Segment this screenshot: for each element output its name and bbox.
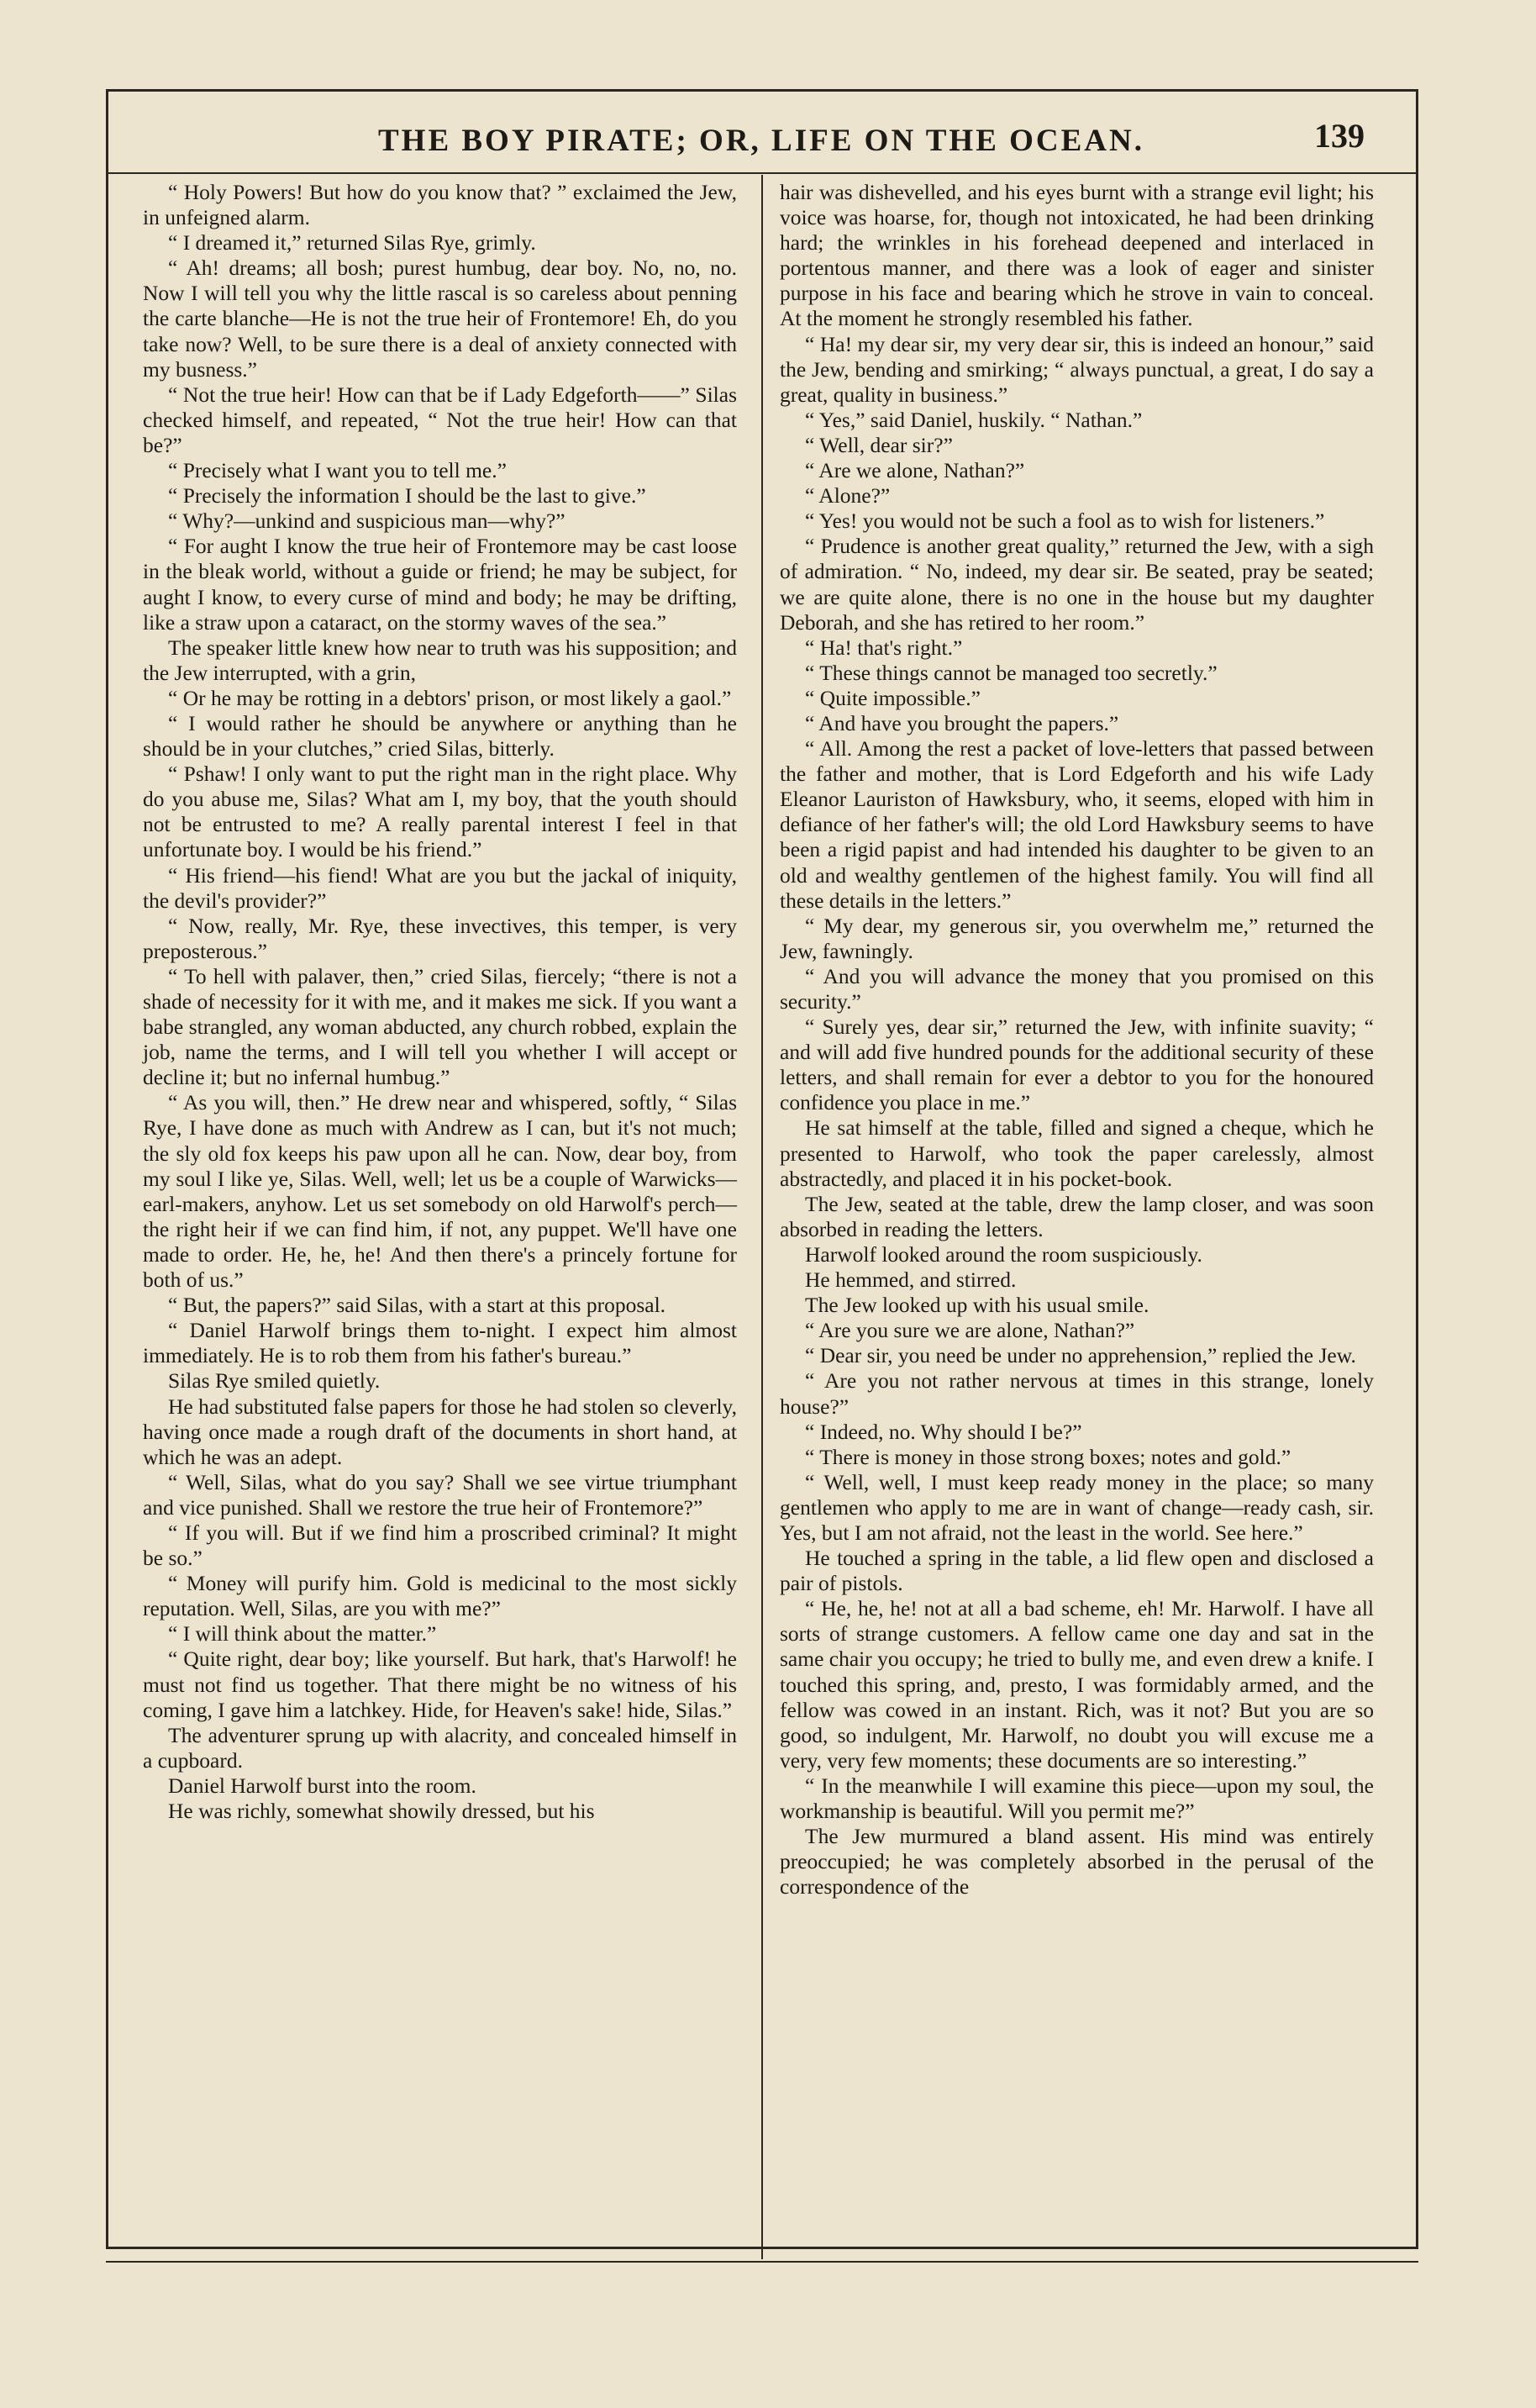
page-header — [108, 109, 1415, 168]
paragraph: “ For aught I know the true heir of Frontemore may be cast loose in the bleak world, without a guide or friend; he may be subject, for aught I know, to every curse of mind and body; he may be drifting, like a straw upon a cataract, on the stormy waves of the sea.” — [143, 534, 737, 635]
paragraph: The speaker little knew how near to truth was his supposition; and the Jew interrupted, with a grin, — [143, 635, 737, 685]
left-column — [143, 180, 737, 1824]
paragraph: “ Ah! dreams; all bosh; purest humbug, dear boy. No, no, no. Now I will tell you why the little rascal is so careless about penning the carte blanche—He is not the true heir of Frontemore! Eh, do you take now? Well, to be sure there is a deal of anxiety connected with my busness.” — [143, 256, 737, 382]
paragraph: He sat himself at the table, filled and signed a cheque, which he presented to Harwolf, who took the paper carelessly, almost abstractedly, and placed it in his pocket-book. — [780, 1115, 1374, 1191]
paragraph: “ To hell with palaver, then,” cried Silas, fiercely; “there is not a shade of necessity for it with me, and it makes me sick. If you want a babe strangled, any woman abducted, any church robbed, explain the job, name the terms, and I will tell you whether I will accept or decline it; but no infernal humbug.” — [143, 963, 737, 1090]
paragraph: He hemmed, and stirred. — [805, 1267, 1017, 1293]
paragraph: “ He, he, he! not at all a bad scheme, eh! Mr. Harwolf. I have all sorts of strange customers. A fellow came one day and sat in the same chair you occupy; he tried to bully me, and even drew a knife. I touched this spring, and, presto, I was formidably armed, and the fellow was cowed in an instant. Rich, was it not? But you are so good, so indulgent, Mr. Harwolf, no doubt you will excuse me a very, very few moments; these documents are so interesting.” — [780, 1596, 1374, 1773]
page-number: 139 — [1314, 117, 1365, 155]
paragraph: “ Quite right, dear boy; like yourself. But hark, that's Harwolf! he must not find us together. That there might be no witness of his coming, I gave him a latchkey. Hide, for Heaven's sake! hide, Silas.” — [143, 1647, 737, 1722]
paragraph: “ Not the true heir! How can that be if Lady Edgeforth——” Silas checked himself, and repeated, “ Not the true heir! How can that be?” — [143, 382, 737, 457]
paragraph: “ Are you sure we are alone, Nathan?” — [805, 1318, 1135, 1343]
paragraph: He was richly, somewhat showily dressed, but his — [168, 1799, 595, 1823]
paragraph: “ Indeed, no. Why should I be?” — [805, 1419, 1082, 1444]
paragraph: The Jew, seated at the table, drew the lamp closer, and was soon absorbed in reading the letters. — [780, 1191, 1374, 1241]
paragraph: “ Prudence is another great quality,” returned the Jew, with a sigh of admiration. “ No, indeed, my dear sir. Be seated, pray be seated; we are quite alone, there is no one in the house but my daughter Deborah, and she has retired to her room.” — [780, 534, 1374, 635]
paragraph: “ I dreamed it,” returned Silas Rye, grimly. — [168, 230, 536, 256]
paragraph: “ As you will, then.” He drew near and whispered, softly, “ Silas Rye, I have done as much with Andrew as I can, but it's not much; the sly old fox keeps his paw upon all he can. Now, dear boy, from my soul I like ye, Silas. Well, well; let us be a couple of Warwicks—earl-makers, anyhow. Let us set somebody on old Harwolf's perch—the right heir if we can find him, if not, any puppet. We'll have one made to order. He, he, he! And then there's a princely fortune for both of us.” — [143, 1090, 737, 1293]
paragraph: “ Ha! my dear sir, my very dear sir, this is indeed an honour,” said the Jew, bending and smirking; “ always punctual, a great, I do say a great, quality in business.” — [780, 331, 1374, 407]
paragraph: “ Pshaw! I only want to put the right man in the right place. Why do you abuse me, Silas? What am I, my boy, that the youth should not be entrusted to me? A really parental interest I feel in that unfortunate boy. I would be his friend.” — [143, 761, 737, 862]
paragraph: Daniel Harwolf burst into the room. — [168, 1773, 476, 1798]
paragraph: “ Yes! you would not be such a fool as to wish for listeners.” — [805, 508, 1325, 534]
paragraph: “ His friend—his fiend! What are you but the jackal of iniquity, the devil's provider?” — [143, 862, 737, 913]
paragraph: “ Why?—unkind and suspicious man—why?” — [168, 508, 565, 534]
paragraph: “ Dear sir, you need be under no apprehension,” replied the Jew. — [805, 1343, 1356, 1368]
paragraph: “ Well, well, I must keep ready money in the place; so many gentlemen who apply to me are in want of change—ready cash, sir. Yes, but I am not afraid, not the least in the world. See here.” — [780, 1469, 1374, 1545]
paragraph: “ And you will advance the money that you promised on this security.” — [780, 963, 1374, 1014]
paragraph: “ Alone?” — [805, 483, 891, 508]
paragraph: “ Quite impossible.” — [805, 685, 981, 710]
running-title: THE BOY PIRATE; OR, LIFE ON THE OCEAN. — [377, 124, 1144, 158]
paragraph: Harwolf looked around the room suspiciously. — [805, 1241, 1202, 1267]
paragraph: “ If you will. But if we find him a proscribed criminal? It might be so.” — [143, 1520, 737, 1571]
paragraph: “ My dear, my generous sir, you overwhelm me,” returned the Jew, fawningly. — [780, 913, 1374, 963]
paragraph: “ I will think about the matter.” — [168, 1621, 437, 1647]
paragraph: “ Precisely what I want you to tell me.” — [168, 458, 507, 483]
paragraph: “ Well, dear sir?” — [805, 432, 953, 457]
paragraph: “ Holy Powers! But how do you know that? ” exclaimed the Jew, in unfeigned alarm. — [143, 180, 737, 230]
paragraph: He had substituted false papers for those he had stolen so cleverly, having once made a rough draft of the documents in short hand, at which he was an adept. — [143, 1394, 737, 1469]
paragraph: “ And have you brought the papers.” — [805, 710, 1119, 735]
paragraph: “ Well, Silas, what do you say? Shall we see virtue triumphant and vice punished. Shall we restore the true heir of Frontemore?” — [143, 1469, 737, 1520]
paragraph: “ I would rather he should be anywhere or anything than he should be in your clutches,” cried Silas, bitterly. — [143, 710, 737, 761]
paragraph: “ Are we alone, Nathan?” — [805, 458, 1025, 483]
paragraph: The adventurer sprung up with alacrity, and concealed himself in a cupboard. — [143, 1722, 737, 1773]
column-divider — [761, 175, 763, 2259]
paragraph: “ Are you not rather nervous at times in this strange, lonely house?” — [780, 1368, 1374, 1419]
paragraph: “ Yes,” said Daniel, huskily. “ Nathan.” — [805, 407, 1143, 432]
paragraph: hair was dishevelled, and his eyes burnt with a strange evil light; his voice was hoarse, for, though not intoxicated, he had been drinking hard; the wrinkles in his forehead deepened and interlaced in portentous manner, and there was a look of eager and sinister purpose in his face and bearing which he strove in vain to conceal. At the moment he strongly resembled his father. — [780, 180, 1374, 331]
paragraph: The Jew looked up with his usual smile. — [805, 1293, 1149, 1318]
paragraph: “ In the meanwhile I will examine this piece—upon my soul, the workmanship is beautiful. Will you permit me?” — [780, 1773, 1374, 1823]
paragraph: “ Now, really, Mr. Rye, these invectives, this temper, is very preposterous.” — [143, 913, 737, 963]
paragraph: “ But, the papers?” said Silas, with a start at this proposal. — [168, 1293, 666, 1318]
paragraph: “ There is money in those strong boxes; notes and gold.” — [805, 1444, 1291, 1469]
paragraph: “ Precisely the information I should be the last to give.” — [168, 483, 646, 508]
right-column — [780, 180, 1374, 1900]
bottom-rule — [106, 2261, 1418, 2263]
paragraph: “ All. Among the rest a packet of love-letters that passed between the father and mother, that is Lord Edgeforth and his wife Lady Eleanor Lauriston of Hawksbury, who, it seems, eloped with him in defiance of her father's will; the old Lord Hawksbury seems to have been a rigid papist and had intended his daughter to be given to an old and wealthy gentlemen of the highest family. You will find all these details in the letters.” — [780, 736, 1374, 913]
paragraph: “ Ha! that's right.” — [805, 635, 963, 660]
paragraph: Silas Rye smiled quietly. — [168, 1368, 381, 1394]
paragraph: “ Money will purify him. Gold is medicinal to the most sickly reputation. Well, Silas, are you with me?” — [143, 1571, 737, 1621]
paragraph: “ Or he may be rotting in a debtors' prison, or most likely a gaol.” — [168, 685, 732, 710]
paragraph: “ Daniel Harwolf brings them to-night. I expect him almost immediately. He is to rob them from his father's bureau.” — [143, 1318, 737, 1368]
header-rule — [106, 172, 1418, 174]
paragraph: He touched a spring in the table, a lid flew open and disclosed a pair of pistols. — [780, 1546, 1374, 1596]
paragraph: The Jew murmured a bland assent. His mind was entirely preoccupied; he was completely absorbed in the perusal of the correspondence of the — [780, 1824, 1374, 1900]
paragraph: “ These things cannot be managed too secretly.” — [805, 660, 1218, 685]
paragraph: “ Surely yes, dear sir,” returned the Jew, with infinite suavity; “ and will add five hundred pounds for the additional security of these letters, and shall remain for ever a debtor to you for the honoured confidence you place in me.” — [780, 1014, 1374, 1115]
